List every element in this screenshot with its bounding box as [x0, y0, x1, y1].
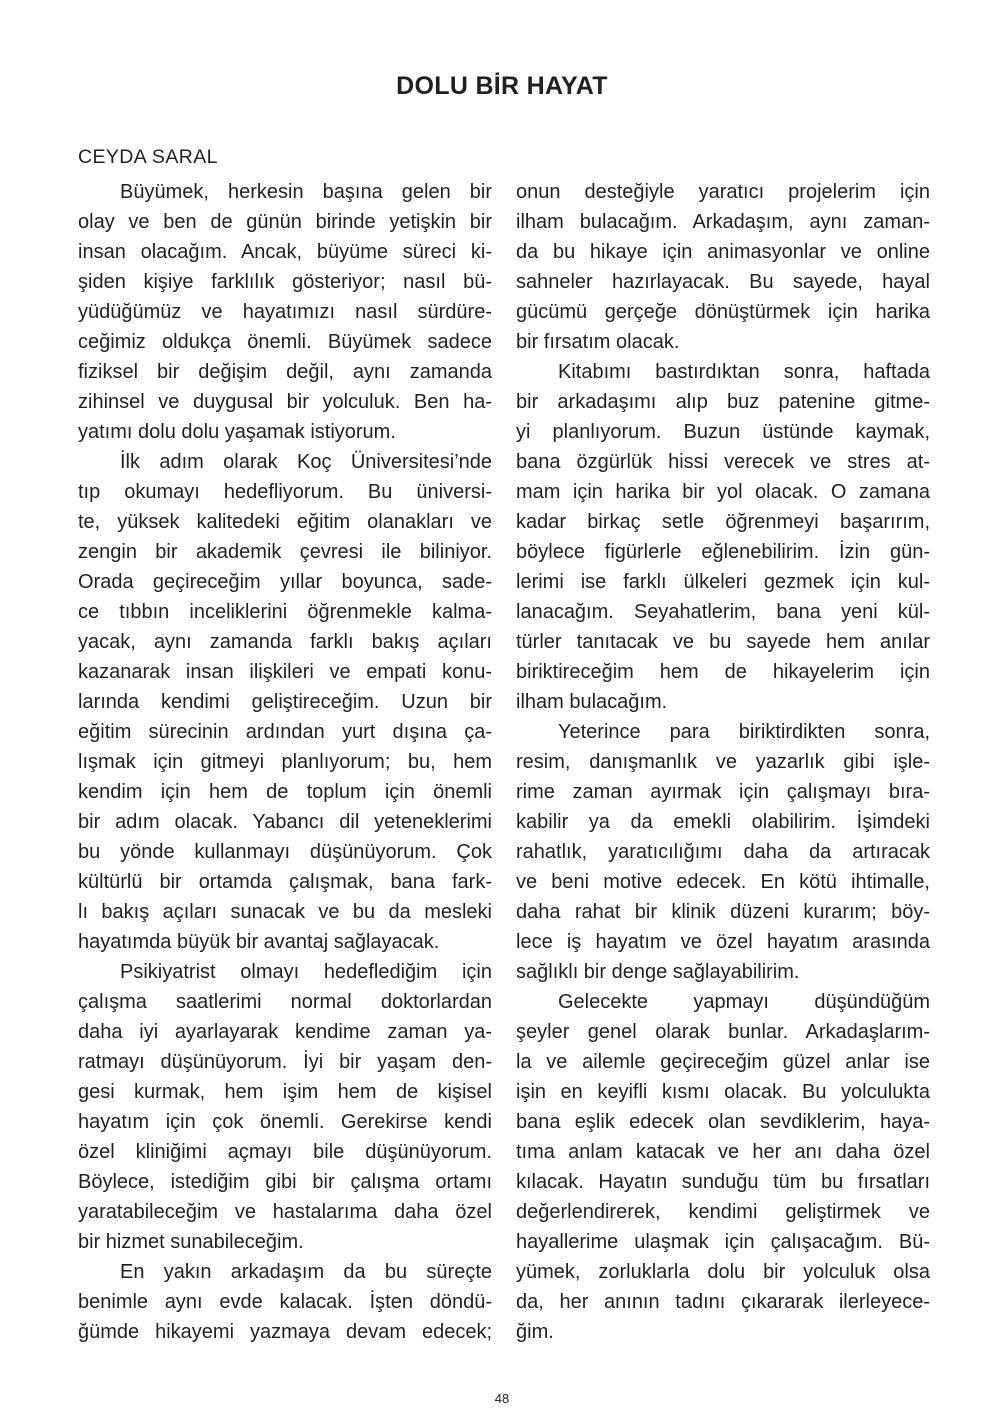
text-line: bir hizmet sunabileceğim. — [78, 1231, 304, 1253]
text-line: te, yüksek kalitedeki eğitim olanakları ve — [78, 511, 492, 533]
text-line: da, her anının tadını çıkararak ilerleyece- — [516, 1291, 930, 1313]
text-line: yatımı dolu dolu yaşamak istiyorum. — [78, 421, 396, 443]
text-line: ve beni motive edecek. En kötü ihtimalle, — [516, 871, 930, 893]
text-line: kılacak. Hayatın sunduğu tüm bu fırsatları — [516, 1171, 930, 1193]
text-line: fiziksel bir değişim değil, aynı zamanda — [78, 361, 492, 383]
text-line: eğitim sürecinin ardından yurt dışına ça- — [78, 721, 492, 743]
page-title: DOLU BİR HAYAT — [396, 72, 608, 100]
text-line: ceğimiz oldukça önemli. Büyümek sadece — [78, 331, 492, 353]
text-line: sağlıklı bir denge sağlayabilirim. — [516, 961, 800, 983]
text-line: rime zaman ayırmak için çalışmayı bıra- — [516, 781, 930, 803]
text-line: benimle aynı evde kalacak. İşten döndü- — [78, 1291, 492, 1313]
author-name: CEYDA SARAL — [78, 146, 218, 168]
text-line: işin en keyifli kısmı olacak. Bu yolculukta — [516, 1081, 930, 1103]
text-line: özel kliniğimi açmayı bile düşünüyorum. — [78, 1141, 492, 1163]
text-line: lerimi ise farklı ülkeleri gezmek için kul- — [516, 571, 930, 593]
text-line: ilham bulacağım. Arkadaşım, aynı zaman- — [516, 211, 930, 233]
text-line: mam için harika bir yol olacak. O zamana — [516, 481, 930, 503]
text-line: yi planlıyorum. Buzun üstünde kaymak, — [516, 421, 930, 443]
text-line: yaratabileceğim ve hastalarıma daha özel — [78, 1201, 492, 1223]
text-line: lece iş hayatım ve özel hayatım arasında — [516, 931, 930, 953]
text-line: Yeterince para biriktirdikten sonra, — [558, 721, 930, 743]
text-line: sahneler hazırlayacak. Bu sayede, hayal — [516, 271, 930, 293]
text-line: tıma anlam katacak ve her anı daha özel — [516, 1141, 930, 1163]
text-line: ğim. — [516, 1321, 554, 1343]
text-line: kadar birkaç setle öğrenmeyi başarırım, — [516, 511, 930, 533]
text-line: gesi kurmak, hem işim hem de kişisel — [78, 1081, 492, 1103]
text-line: lışmak için gitmeyi planlıyorum; bu, hem — [78, 751, 492, 773]
text-line: la ve ailemle geçireceğim güzel anlar ise — [516, 1051, 930, 1073]
text-line: değerlendirerek, kendimi geliştirmek ve — [516, 1201, 930, 1223]
text-line: Böylece, istediğim gibi bir çalışma ortamı — [78, 1171, 492, 1193]
text-line: bana özgürlük hissi verecek ve stres at- — [516, 451, 930, 473]
text-line: da bu hikaye için animasyonlar ve online — [516, 241, 930, 263]
text-line: hayallerime ulaşmak için çalışacağım. Bü- — [516, 1231, 930, 1253]
text-line: lı bakış açıları sunacak ve bu da mesleki — [78, 901, 492, 923]
text-line: insan olacağım. Ancak, büyüme süreci ki- — [78, 241, 492, 263]
text-line: hayatımda büyük bir avantaj sağlayacak. — [78, 931, 440, 953]
text-line: böylece figürlerle eğlenebilirim. İzin gün- — [516, 541, 930, 563]
text-line: zengin bir akademik çevresi ile biliniyor. — [78, 541, 492, 563]
text-line: daha iyi ayarlayarak kendime zaman ya- — [78, 1021, 492, 1043]
text-line: daha rahat bir klinik düzeni kurarım; böy- — [516, 901, 930, 923]
text-line: hayatım için çok önemli. Gerekirse kendi — [78, 1111, 492, 1133]
text-line: yacak, aynı zamanda farklı bakış açıları — [78, 631, 492, 653]
text-line: En yakın arkadaşım da bu süreçte — [120, 1261, 492, 1283]
text-line: resim, danışmanlık ve yazarlık gibi işle- — [516, 751, 930, 773]
text-line: ğümde hikayemi yazmaya devam edecek; — [78, 1321, 492, 1343]
text-line: Büyümek, herkesin başına gelen bir — [120, 181, 492, 203]
text-line: onun desteğiyle yaratıcı projelerim için — [516, 181, 930, 203]
text-line: İlk adım olarak Koç Üniversitesi’nde — [120, 451, 492, 473]
text-line: Psikiyatrist olmayı hedeflediğim için — [120, 961, 492, 983]
text-line: kültürlü bir ortamda çalışmak, bana fark- — [78, 871, 492, 893]
text-line: ilham bulacağım. — [516, 691, 668, 713]
text-line: lanacağım. Seyahatlerim, bana yeni kül- — [516, 601, 930, 623]
text-line: Kitabımı bastırdıktan sonra, haftada — [558, 361, 930, 383]
text-line: bir fırsatım olacak. — [516, 331, 680, 353]
text-line: bana eşlik edecek olan sevdiklerim, haya- — [516, 1111, 930, 1133]
text-line: zihinsel ve duygusal bir yolculuk. Ben ha- — [78, 391, 492, 413]
text-line: biriktireceğim hem de hikayelerim için — [516, 661, 930, 683]
text-line: türler tanıtacak ve bu sayede hem anılar — [516, 631, 930, 653]
page-number: 48 — [494, 1391, 510, 1406]
text-line: gücümü gerçeğe dönüştürmek için harika — [516, 301, 930, 323]
text-line: yüdüğümüz ve hayatımızı nasıl sürdüre- — [78, 301, 492, 323]
text-line: çalışma saatlerimi normal doktorlardan — [78, 991, 492, 1013]
text-line: bu yönde kullanmayı düşünüyorum. Çok — [78, 841, 492, 863]
text-line: şiden kişiye farklılık gösteriyor; nasıl bü- — [78, 271, 492, 293]
text-line: Orada geçireceğim yıllar boyunca, sade- — [78, 571, 492, 593]
text-line: bir adım olacak. Yabancı dil yeteneklerimi — [78, 811, 492, 833]
text-line: yümek, zorluklarla dolu bir yolculuk olsa — [516, 1261, 930, 1283]
text-line: Gelecekte yapmayı düşündüğüm — [558, 991, 930, 1013]
text-line: bir arkadaşımı alıp buz patenine gitme- — [516, 391, 930, 413]
text-line: larında kendimi geliştireceğim. Uzun bir — [78, 691, 492, 713]
text-line: kendim için hem de toplum için önemli — [78, 781, 492, 803]
text-line: şeyler genel olarak bunlar. Arkadaşlarım- — [516, 1021, 930, 1043]
text-line: ratmayı düşünüyorum. İyi bir yaşam den- — [78, 1051, 492, 1073]
text-line: olay ve ben de günün birinde yetişkin bir — [78, 211, 492, 233]
right-column — [516, 177, 930, 1347]
left-column — [78, 177, 492, 1347]
text-line: rahatlık, yaratıcılığımı daha da artıracak — [516, 841, 930, 863]
text-line: ce tıbbın inceliklerini öğrenmekle kalma- — [78, 601, 492, 623]
text-line: tıp okumayı hedefliyorum. Bu üniversi- — [78, 481, 492, 503]
text-line: kabilir ya da emekli olabilirim. İşimdeki — [516, 811, 930, 833]
text-line: kazanarak insan ilişkileri ve empati konu- — [78, 661, 492, 683]
